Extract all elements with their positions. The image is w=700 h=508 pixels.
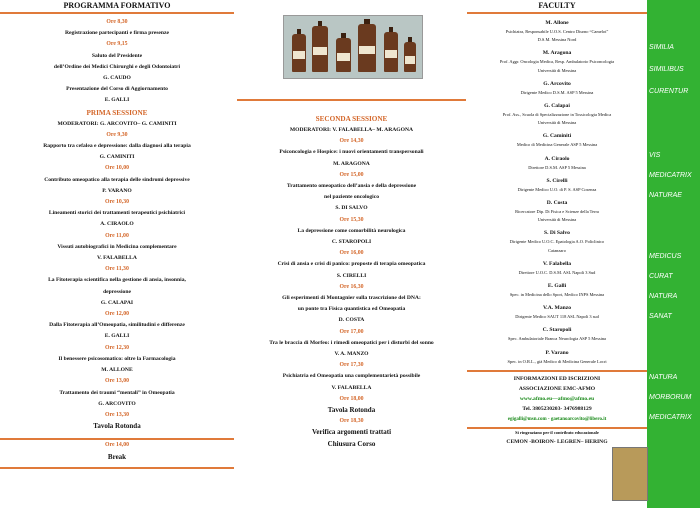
faculty-role: Direttore D.S.M. ASP 5 Messina [528, 164, 586, 170]
time-slot: Ore 10,30 [104, 199, 130, 206]
time-slot: Ore 18,00 [339, 395, 364, 402]
time-slot: Ore 12,00 [104, 311, 130, 318]
faculty-entry [467, 176, 647, 194]
latin-motto-band [647, 0, 700, 508]
time-slot: Ore 13,00 [104, 378, 130, 385]
faculty-name: G. Arcovito [543, 80, 571, 87]
faculty-entry [467, 154, 647, 172]
faculty-role: Università di Messina [537, 217, 577, 223]
faculty-role: Prof. Ass., Scuola di Specializzazione in Tossicologia Medica [502, 112, 612, 118]
time-slot: Ore 17,00 [339, 328, 364, 335]
program-entry: M. ALLONE [101, 367, 133, 374]
time-slot: Ore 11,30 [105, 266, 129, 273]
faculty-role: Dirigente Medico SAUT 118 ASL Napoli 3 sud [515, 314, 599, 320]
program-entry: G. CALAPAI [100, 299, 134, 306]
time-slot: Ore 9,30 [106, 131, 128, 138]
band-word: CURENTUR [649, 88, 689, 95]
herbal-logo-image [612, 447, 648, 501]
program-entry: P. VARANO [102, 187, 132, 194]
faculty-name: A. Ciraolo [544, 155, 570, 162]
faculty-name: M. Aragona [542, 50, 572, 57]
faculty-role: Prof. Aggr. Oncologia Medica, Resp. Ambulatorio Psiconcologia [499, 59, 615, 65]
program-items [0, 14, 234, 432]
time-slot: Ore 15,30 [339, 216, 364, 223]
faculty-name: S. Di Salvo [544, 230, 570, 237]
sponsor-note: Si ringraziano per il contributo educazionale [515, 429, 599, 435]
program-entry: Presentazione del Corso di Aggiornamento [66, 86, 168, 93]
band-word: NATURA [649, 293, 678, 300]
program-entry: Registrazione partecipanti e firma presenze [65, 30, 169, 37]
faculty-name: D. Costa [546, 200, 568, 207]
time-slot: Ore 13,30 [104, 411, 130, 418]
break-time: Ore 14,00 [104, 442, 130, 449]
program-entry: MODERATORI: G. ARCOVITO– G. CAMINITI [57, 120, 177, 127]
faculty-name: V.A. Manzo [542, 305, 572, 312]
info-website[interactable]: www.afmo.eu—afmo@afmo.eu [519, 396, 595, 403]
faculty-entry [467, 79, 647, 97]
program-header: PROGRAMMA FORMATIVO [63, 1, 171, 10]
session-title: PRIMA SESSIONE [86, 108, 148, 117]
band-word: SANAT [649, 313, 672, 320]
faculty-entry [467, 259, 647, 277]
program-entry: Il benessere psicosomatico: oltre la Farmacologia [58, 355, 176, 362]
faculty-name: P. Varano [545, 349, 569, 356]
second-session-column [237, 0, 466, 508]
time-slot: Ore 15,00 [339, 171, 364, 178]
program-entry: Saluto del Presidente [91, 52, 143, 59]
faculty-name: G. Caminiti [542, 133, 572, 140]
program-entry: Tra le braccia di Morfeo: i rimedi omeopatici per i disturbi del sonno [269, 339, 434, 346]
session-rule [237, 99, 466, 101]
info-block [467, 372, 647, 425]
program-entry: Contributo omeopatico alla terapia delle sindromi depressive [44, 176, 190, 183]
faculty-entry [467, 303, 647, 321]
program-entry: Vissuti autobiografici in Medicina complementare [57, 243, 177, 250]
time-slot: Ore 10,00 [104, 165, 130, 172]
faculty-role: Ricercatore Dip. Di Fisica e Scienze della Terra [515, 209, 599, 215]
program-entry: D. COSTA [338, 317, 365, 324]
faculty-role: Università di Messina [537, 67, 577, 73]
info-phone: Tel. 3805230203- 3476988129 [522, 406, 592, 413]
faculty-entry [467, 101, 647, 127]
program-entry: Lineamenti storici dei trattamenti terapeutici psichiatrici [48, 210, 186, 217]
band-word: MORBORUM [649, 394, 692, 401]
session-items [237, 113, 466, 450]
program-entry: Trattamento dei traumi “mentali” in Omeopatia [59, 389, 175, 396]
faculty-name: C. Staropoli [542, 327, 572, 334]
faculty-entry [467, 325, 647, 343]
faculty-role: Dirigente Medico U.O. di P. S. ASP Cosenza [517, 186, 597, 192]
program-entry: S. CIRELLI [336, 272, 367, 279]
faculty-name: G. Calapai [544, 103, 570, 110]
time-slot: Ore 11,00 [105, 232, 129, 239]
faculty-role: Dirigente Medico U.O.C. Epatologia A.O. Policlinico [509, 239, 605, 245]
band-word: NATURA [649, 374, 678, 381]
program-entry: A. CIRAOLO [100, 221, 134, 228]
program-entry: V. A. MANZO [334, 351, 369, 358]
band-word: MEDICATRIX [649, 414, 692, 421]
faculty-entry [467, 348, 647, 366]
time-slot: Ore 18,30 [339, 418, 364, 425]
session-title: SECONDA SESSIONE [315, 115, 388, 123]
faculty-name: V. Falabella [542, 260, 572, 267]
program-entry: nel paziente oncologico [324, 194, 379, 201]
program-entry: Psiconcologia e Hospice: i nuovi orientamenti transpersonali [279, 149, 424, 156]
program-entry: E. GALLI [104, 97, 130, 104]
faculty-role: D.S.M. Messina Nord [537, 37, 577, 43]
faculty-entry [467, 18, 647, 44]
faculty-name: E. Galli [547, 283, 567, 290]
program-entry: Rapporto tra cefalea e depressione: dalla diagnosi alla terapia [43, 143, 191, 150]
info-emails[interactable]: egigalli@msn.com - gaetanoarcovito@libero.it [507, 416, 607, 422]
faculty-entry [467, 131, 647, 149]
band-word: SIMILIA [649, 44, 674, 51]
program-entry: Chiusura Corso [327, 439, 376, 448]
faculty-role: Dirigente Medico D.S.M. ASP 5 Messina [520, 89, 594, 95]
faculty-role: Medico di Medicina Generale ASP 5 Messina [516, 142, 598, 148]
program-entry: Crisi di ansia e crisi di panico: proposte di terapia omeopatica [277, 261, 426, 268]
program-entry: un ponte tra Fisica quantistica ed Omeopatia [297, 306, 406, 313]
program-entry: G. CAUDO [103, 75, 131, 82]
faculty-entry [467, 281, 647, 299]
program-entry: Trattamento omeopatico dell’ansia e della depressione [286, 183, 417, 190]
program-entry: G. CAMINITI [99, 154, 135, 161]
faculty-name: S. Cirelli [546, 177, 568, 184]
program-entry: depressione [103, 288, 131, 295]
program-entry: C. STAROPOLI [331, 239, 372, 246]
program-entry: V. FALABELLA [331, 384, 372, 391]
sponsor-block [467, 429, 647, 447]
faculty-role: Spec. Ambulatoriale Branca Neurologia ASP 5 Messina [508, 336, 606, 342]
faculty-role: Università di Messina [537, 120, 577, 126]
faculty-column [467, 0, 647, 508]
program-entry: Psichiatria ed Omeopatia una complementarietà possibile [282, 373, 421, 380]
program-entry: S. DI SALVO [335, 205, 368, 212]
band-word: MEDICUS [649, 253, 682, 260]
program-entry: La Fitoterapia scientifica nella gestione di ansia, insonnia, [48, 277, 186, 284]
program-entry: Gli esperimenti di Montagnier sulla trascrizione del DNA: [282, 295, 421, 302]
program-column [0, 0, 234, 508]
time-slot: Ore 12,30 [104, 344, 130, 351]
program-entry: dell’Ordine dei Medici Chirurghi e degli Odontoiatri [53, 63, 181, 70]
program-entry: G. ARCOVITO [98, 400, 136, 407]
time-slot: Ore 8,30 [106, 19, 128, 25]
faculty-role: Catanzaro [548, 247, 566, 253]
faculty-entry [467, 48, 647, 74]
band-word: VIS [649, 152, 661, 159]
band-word: MEDICATRIX [649, 172, 692, 179]
faculty-role: Psichiatra, Responsabile U.O.S. Centro Diurno “Camelot” [505, 29, 609, 34]
sponsor-list: CEMON -BOIRON- LEGREN– HERING [506, 439, 608, 446]
program-entry: Dalla Fitoterapia all’Omeopatia, similitudini e differenze [49, 322, 185, 329]
time-slot: Ore 16,30 [339, 283, 364, 290]
faculty-name: M. Allone [545, 20, 569, 26]
time-slot: Ore 9,15 [106, 41, 128, 48]
time-slot: Ore 16,00 [339, 250, 364, 257]
program-entry: M. ARAGONA [333, 160, 370, 167]
faculty-header: FACULTY [538, 1, 576, 10]
faculty-entry [467, 228, 647, 254]
band-word: SIMILIBUS [649, 66, 684, 73]
bottom-rule [0, 467, 234, 469]
program-entry: Verifica argomenti trattati [311, 428, 392, 437]
program-entry: La depressione come comorbilità neurologica [297, 227, 406, 234]
program-entry: MODERATORI: V. FALABELLA– M. ARAGONA [289, 127, 414, 133]
program-entry: V. FALABELLA [97, 255, 137, 262]
time-slot: Ore 14,30 [339, 138, 364, 145]
faculty-list [467, 14, 647, 366]
program-entry: Tavola Rotonda [93, 422, 141, 431]
faculty-role: Spec. in O.R.L., già Medico di Medicina Generale Locri [507, 358, 607, 364]
program-entry: E. GALLI [104, 333, 130, 340]
break-block [0, 440, 234, 462]
faculty-role: Direttore U.O.C. D.S.M. ASL Napoli 3 Sud [518, 269, 596, 275]
band-word: CURAT [649, 273, 673, 280]
info-title: INFORMAZIONI ED ISCRIZIONI [513, 375, 601, 382]
break-label: Break [107, 452, 127, 461]
band-word: NATURAE [649, 192, 682, 199]
faculty-role: Spec. in Medicina dello Sport, Medico INPS Messina [509, 292, 605, 298]
time-slot: Ore 17,30 [339, 362, 364, 369]
info-assoc: ASSOCIAZIONE EMC-AFMO [518, 386, 596, 393]
program-entry: Tavola Rotonda [327, 406, 376, 415]
faculty-entry [467, 198, 647, 224]
remedy-bottles-photo [283, 15, 423, 79]
